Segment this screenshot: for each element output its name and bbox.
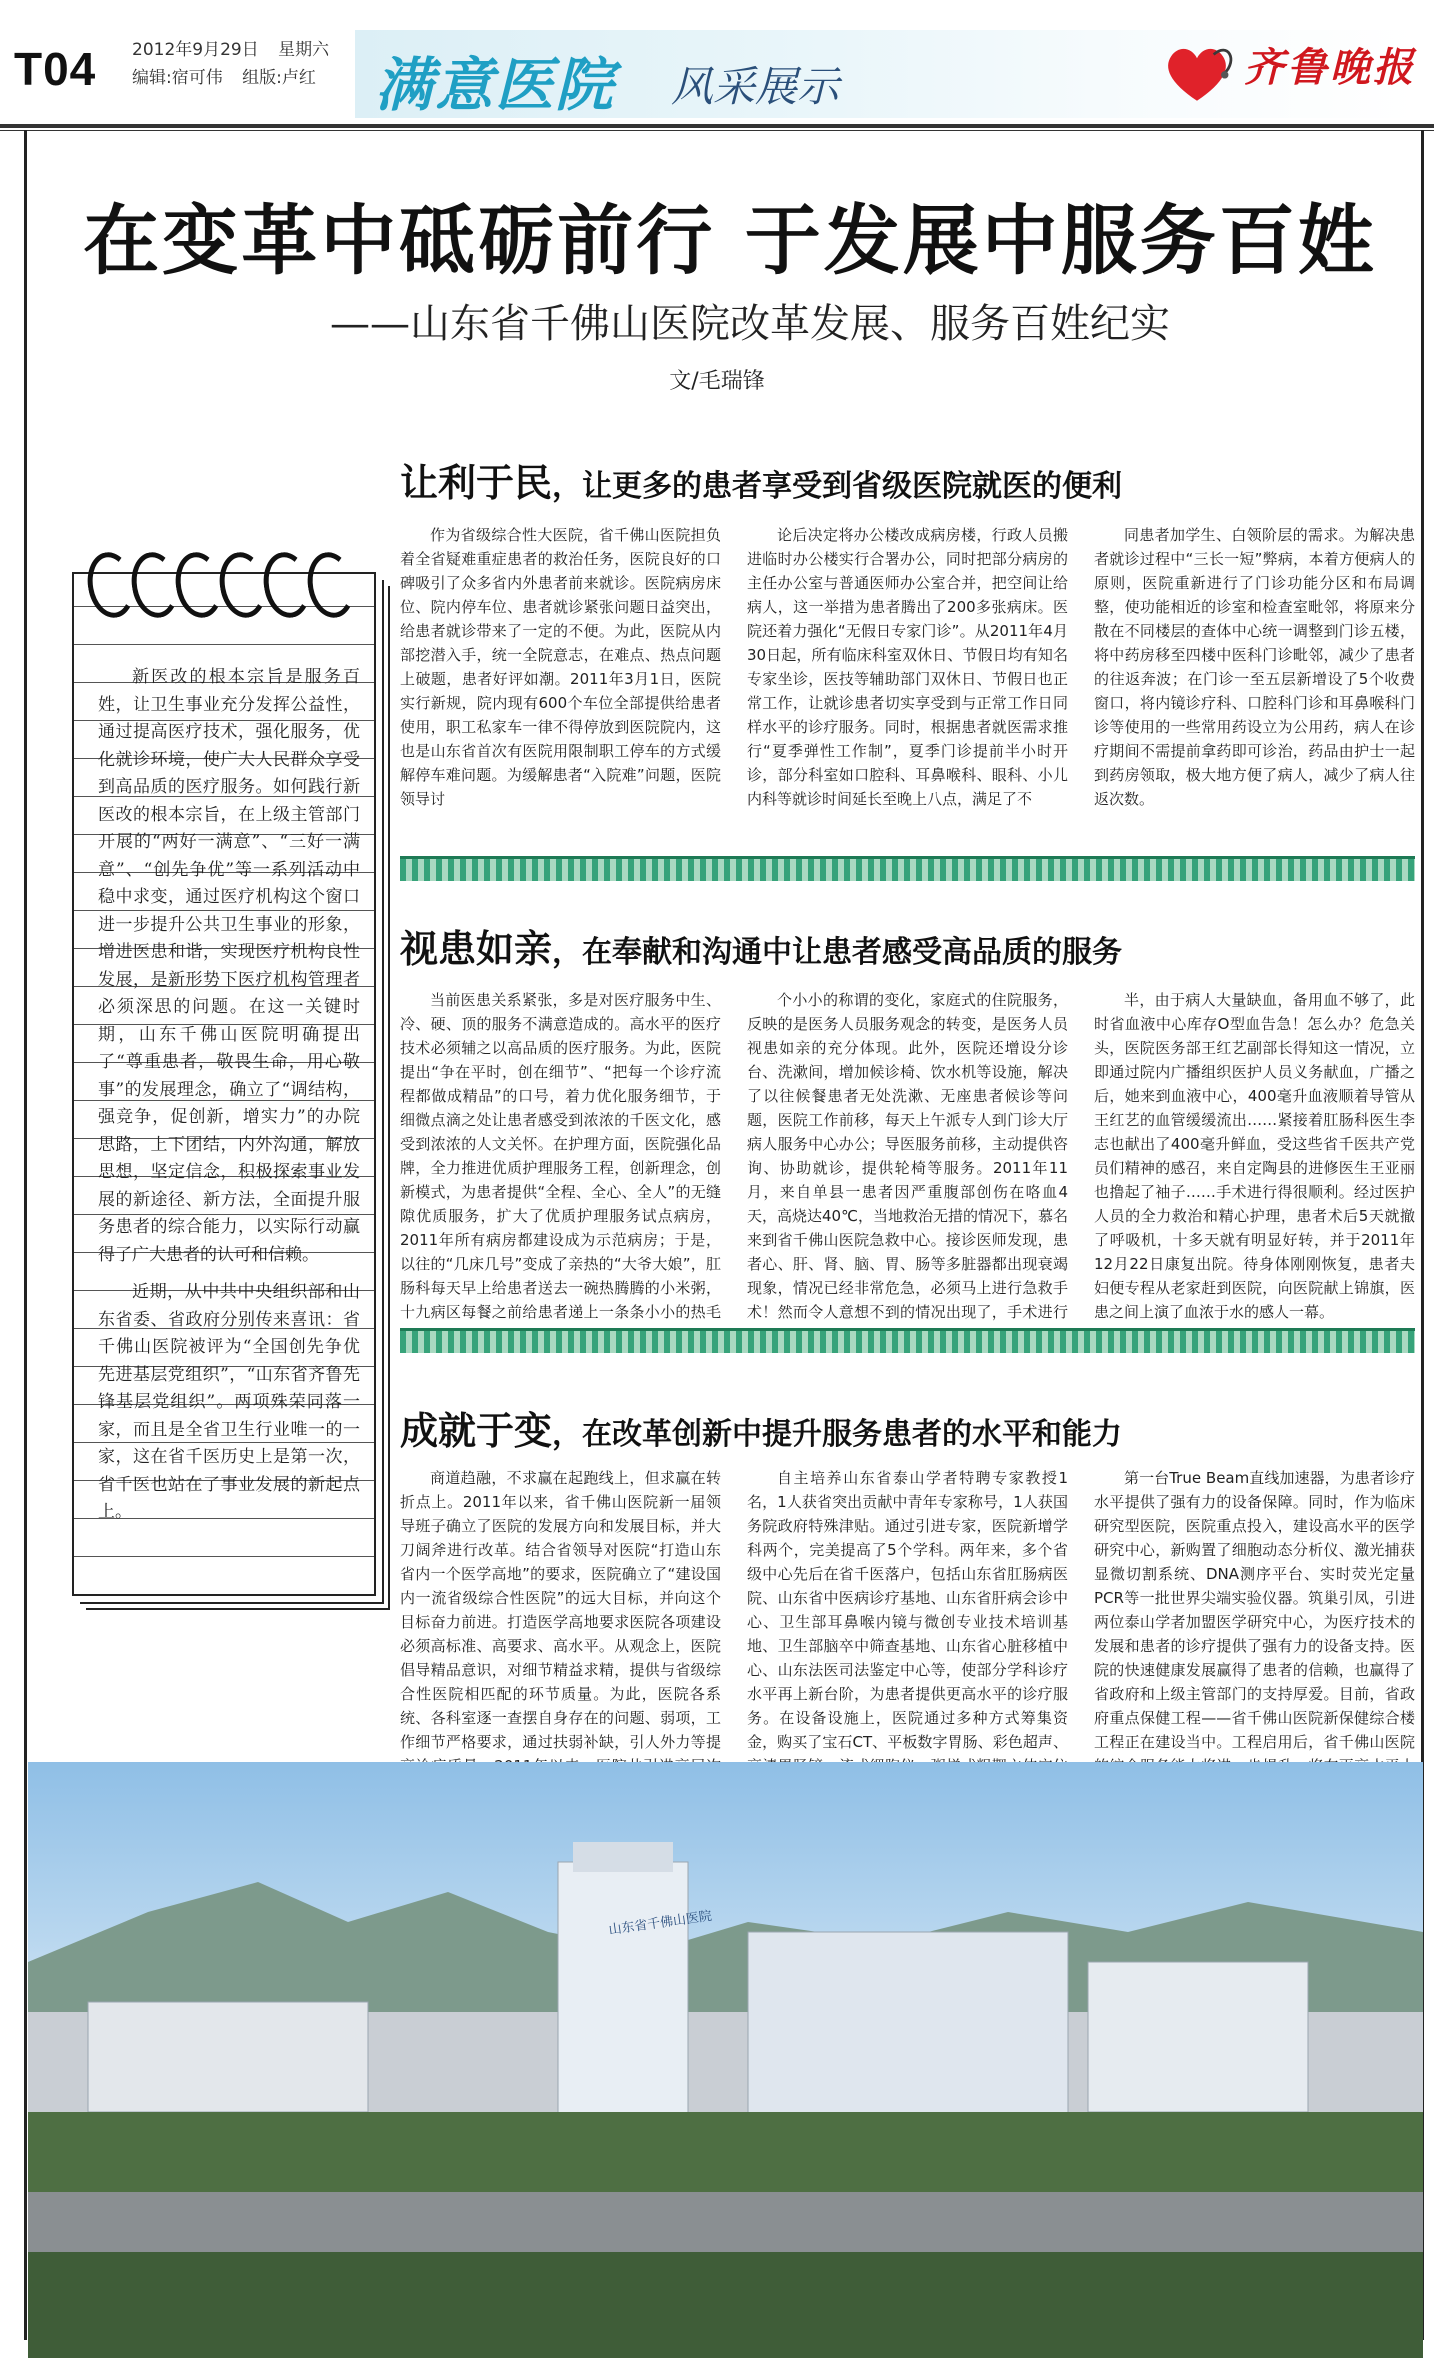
layout-credit: 组版:卢红 [242, 68, 316, 88]
page-header [0, 0, 1434, 130]
header-rule-thin [0, 130, 1434, 131]
editor-credit: 编辑:宿可伟 [132, 68, 223, 88]
article-byline: 文/毛瑞锋 [669, 369, 765, 394]
section-heading-2 [400, 918, 1122, 973]
section-key: 视患如亲 [400, 927, 553, 971]
section-rest: ，在改革创新中提升服务患者的水平和能力 [552, 1417, 1123, 1452]
body-column: 作为省级综合性大医院，省千佛山医院担负着全省疑难重症患者的救治任务，医院良好的口碑吸引了众多省内外患者前来就诊。医院病房床位、院内停车位、患者就诊紧张问题日益突出，给患者就诊带来了一定的不便。为此，医院从内部挖潜入手，统一全院意志，在难点、热点问题上破题，患者好评如潮。2011年3月1日，医院实行新规，院内现有600个车位全部提供给患者使用，职工私家车一律不得停放到医院院内，这也是山东省首次有医院用限制职工停车的方式缓解停车难问题。为缓解患者“入院难”问题，医院领导讨 [400, 526, 721, 808]
section-divider [400, 1328, 1415, 1353]
body-column: 同患者加学生、白领阶层的需求。为解决患者就诊过程中“三长一短”弊病，本着方便病人的原则，医院重新进行了门诊功能分区和布局调整，使功能相近的诊室和检查室毗邻，将原来分散在不同楼层的查体中心统一调整到门诊五楼，将中药房移至四楼中医科门诊毗邻，减少了患者的往返奔波；在门诊一至五层新增设了5个收费窗口，将内镜诊疗科、口腔科门诊和耳鼻喉科门诊等使用的一些常用药设立为公用药，病人在诊疗期间不需提前拿药即可诊治，药品由护士一起到药房领取，极大地方便了病人，减少了病人往返次数。 [1094, 526, 1415, 808]
banner-title: 满意医院 [375, 51, 616, 119]
body-column: 商道趋融，不求赢在起跑线上，但求赢在转折点上。2011年以来，省千佛山医院新一届领导班子确立了医院的发展方向和发展目标，并大刀阔斧进行改革。结合省领导对医院“打造山东省内一个医学高地”的要求，医院确立了“建设国内一流省级综合性医院”的远大目标，并向这个目标奋力前进。打造医学高地要求医院各项建设必须高标准、高要求、高水平。从观念上，医院倡导精品意识，对细节精益求精，提供与省级综合性医院相匹配的环节质量。为此，医院各系统、各科室逐一查摆自身存在的问题、弱项，工作细节严格要求，通过扶弱补缺，引人外力等提 [400, 1469, 721, 1751]
body-column: 自主培养山东省泰山学者特聘专家教授1名，1人获省突出贡献中青年专家称号，1人获国务院政府特殊津贴。通过引进专家，医院新增学科两个，完美提高了5个学科。两年来，多个省级中心先后在省千医落户，包括山东省肛肠病医院、山东省中医病诊疗基地、山东省肝病会诊中心、卫生部耳鼻喉内镜与微创专业技术培训基地、卫生部脑卒中筛查基地、山东省心脏移植中心、山东法医司法鉴定中心等，使部分学科诊疗水平再上新台阶，为患者提供更高水平的诊疗服务。在设备设施上，医院通过多种方式筹集资金，购买了宝石CT、平板数字胃肠、彩色超声、 [747, 1469, 1068, 1751]
sidebar-paragraph: 新医改的根本宗旨是服务百姓，让卫生事业充分发挥公益性，通过提高医疗技术，强化服务，优化就诊环境，使广大人民群众享受到高品质的医疗服务。如何践行新医改的根本宗旨，在上级主管部门开展的“两好一满意”、“三好一满意”、“创先争优”等一系列活动中稳中求变，通过医疗机构这个窗口进一步提升公共卫生事业的形象，增进医患和谐，实现医疗机构良性发展，是新形势下医疗机构管理者必须深思的问题。在这一关键时期，山东千佛山医院明确提出了“尊重患者，敬畏生命，用心敬事”的发展理念，确立了“调结构，强竞争，促创新，增实力”的办院思路，上下团结，内外沟通，解放思想，坚定信念，积极探索事业发展的新途径、新方法，全面提升服务患者的综合能力，以实际行动赢得了广大患者的认可和信赖。 [98, 667, 360, 1265]
section-divider [400, 856, 1415, 881]
issue-date: 2012年9月29日 [132, 40, 259, 60]
body-column: 第一台True Beam直线加速器，为患者诊疗水平提供了强有力的设备保障。同时，作为临床研究型医院，医院重点投入，建设高水平的医学研究中心，新购置了细胞动态分析仪、激光捕获显微切割系统、DNA测序平台、实时荧光定量PCR等一批世界尖端实验仪器。筑巢引凤，引进两位泰山学者加盟医学研究中心，为医疗技术的发展和患者的诊疗提供了强有力的设备支持。医院的快速健康发展赢得了患者的信赖，也赢得了省政府和上级主管部门的支持厚爱。目前，省政府重点保健工程——省千佛山医院新保健综合楼工程正在建设当中。工程启用后，省千佛山医院 [1094, 1469, 1415, 1751]
section-body-1 [400, 523, 1415, 811]
header-rule [0, 124, 1434, 128]
newspaper-logo: 齐鲁晚报 [1244, 44, 1416, 91]
body-column: 个小小的称谓的变化，家庭式的住院服务，反映的是医务人员服务观念的转变，是医务人员视患如亲的充分体现。此外，医院还增设分诊台、洗漱间，增加候诊椅、饮水机等设施，解决了以往候餐患者无处洗漱、无座患者候诊等问题，医院工作前移，每天上午派专人到门诊大厅病人服务中心办公；导医服务前移，主动提供咨询、协助就诊，提供轮椅等服务。2011年11月，来自单县一患者因严重腹部创伤在咯血4天，高烧达40℃，当地救治无措的情况下，慕名来到省千佛山医院急救中心。接诊医师发现，患者心、肝、肾、脑、胃、肠等多脏器都出现衰竭现象，情况已经非常危急，必须马上进行急救手术！然而令人意想不到的情况出现了，手术进行 [747, 991, 1068, 1321]
body-column: 当前医患关系紧张，多是对医疗服务中生、冷、硬、顶的服务不满意造成的。高水平的医疗技术必须辅之以高品质的医疗服务。为此，医院提出“争在平时，创在细节”、“把每一个诊疗流程都做成精品”的口号，着力优化服务细节，于细微点滴之处让患者感受到浓浓的千医文化，感受到浓浓的人文关怀。在护理方面，医院强化品牌，全力推进优质护理服务工程，创新理念，创新模式，为患者提供“全程、全心、全人”的无缝隙优质服务，扩大了优质护理服务试点病房，2011年所有病房都建设成为示范病房；于是，以往的“几床几号”变成了亲热的“大爷大娘”，肛肠科每天早上给患者送去一碗热腾腾的小米粥，十九病区每餐之前给患者递上一条条小小的热毛 [400, 991, 721, 1321]
issue-weekday: 星期六 [278, 40, 330, 60]
building-sign: 山东省千佛山医院 [607, 1908, 713, 1939]
issue-meta [132, 36, 343, 92]
body-column: 论后决定将办公楼改成病房楼，行政人员搬进临时办公楼实行合署办公，同时把部分病房的主任办公室与普通医师办公室合并，把空间让给病人，这一举措为患者腾出了200多张病床。医院还着力强化“无假日专家门诊”。从2011年4月30日起，所有临床科室双休日、节假日均有知名专家坐诊，医技等辅助部门双休日、节假日也正常工作，让就诊患者切实享受到与正常工作日同样水平的诊疗服务。同时，根据患者就医需求推行“夏季弹性工作制”，夏季门诊提前半小时开诊，部分科室如口腔科、耳鼻喉科、眼科、小儿内科等就诊时间延长至晚上八点，满足了不 [747, 526, 1068, 808]
section-heading-1 [400, 452, 1122, 507]
section-heading-3 [400, 1400, 1122, 1455]
left-border [24, 130, 27, 2340]
section-key: 成就于变 [400, 1409, 553, 1453]
hospital-photo [28, 1762, 1423, 2358]
section-rest: ，让更多的患者享受到省级医院就医的便利 [552, 469, 1123, 504]
section-key: 让利于民 [400, 461, 553, 505]
banner-subtitle: 风采展示 [671, 62, 840, 111]
section-rest: ，在奉献和沟通中让患者感受高品质的服务 [552, 935, 1123, 970]
heart-stethoscope-icon [1160, 36, 1234, 110]
page-number: T04 [14, 43, 97, 95]
article-subheadline: ——山东省千佛山医院改革发展、服务百姓纪实 [330, 301, 1170, 347]
hospital-panorama-icon [28, 1762, 1423, 2358]
sidebar-text [98, 664, 360, 1537]
section-body-2 [400, 988, 1415, 1348]
notebook-rings-icon [88, 552, 358, 612]
article-headline: 在变革中砥砺前行 于发展中服务百姓 [83, 196, 1377, 285]
sidebar-paragraph: 近期，从中共中央组织部和山东省委、省政府分别传来喜讯：省千佛山医院被评为“全国创先争优先进基层党组织”，“山东省齐鲁先锋基层党组织”。两项殊荣同落一家，而且是全省卫生行业唯一的一家，这在省千医历史上是第一次，省千医也站在了事业发展的新起点上。 [98, 1282, 360, 1522]
body-column: 半，由于病人大量缺血，备用血不够了，此时省血液中心库存O型血告急！怎么办？危急关头，医院医务部王红艺副部长得知这一情况，立即通过院内广播组织医护人员义务献血，广播之后，她来到血液中心，400毫升血液顺着导管从王红艺的血管缓缓流出……紧接着肛肠科医生李志也献出了400毫升鲜血，受这些省千医共产党员们精神的感召，来自定陶县的进修医生王亚丽也撸起了袖子……手术进行得很顺利。经过医护人员的全力救治和精心护理，患者术后5天就撤了呼吸机，十多天就有明显好转，并于2011年12月22日康复出院。待身体刚刚恢复，患者夫妇便专程从老家赶到医院，向医院献上锦旗，医患之间上演了血浓于水的感人一幕。 [1094, 991, 1415, 1321]
